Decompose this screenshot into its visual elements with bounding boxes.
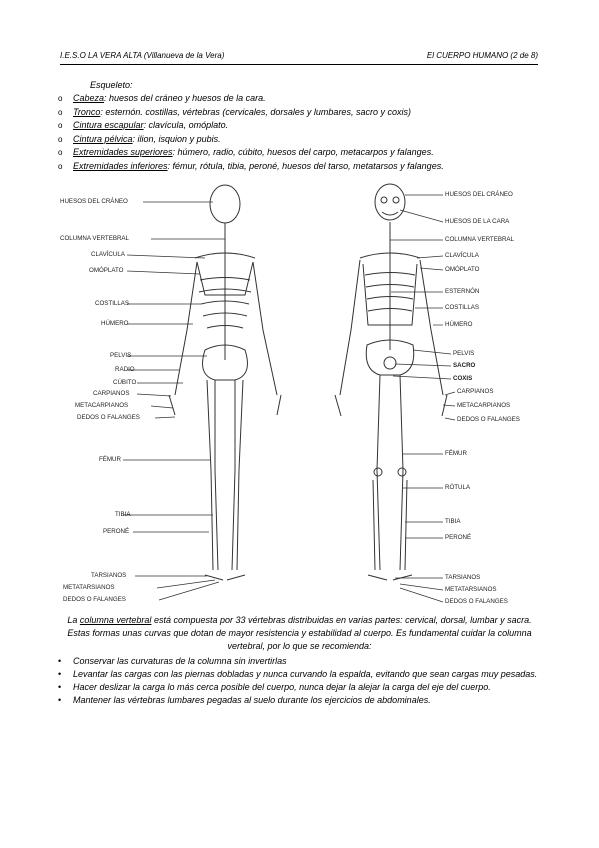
skeleton-front-view [335,184,447,580]
list-item [58,92,548,106]
label-craneo-back: HUESOS DEL CRÁNEO [60,198,128,205]
list-item: • Levantar las cargas con las piernas dobladas y nunca curvando la espalda, evitando que sean cargas muy pesadas. [58,668,538,681]
list-item [58,146,548,160]
label-metatarsianos-back: METATARSIANOS [63,584,115,591]
label-coxis-front: COXIS [453,375,473,382]
recommendation-list [58,655,538,707]
label-tarsianos-front: TARSIANOS [445,574,481,581]
label-humero-back: HÚMERO [101,320,129,327]
label-costillas-back: COSTILLAS [95,300,130,307]
bone-term: Cabeza [73,93,105,103]
label-columna-back: COLUMNA VERTEBRAL [60,235,129,242]
label-carpianos-back: CARPIANOS [93,390,130,397]
label-rotula-front: RÓTULA [445,484,471,491]
bone-term: Extremidades superiores [73,147,173,157]
bone-term: Cintura escapular [73,120,144,130]
label-tibia-front: TIBIA [445,518,461,525]
label-pelvis-back: PELVIS [110,352,132,359]
label-craneo-front: HUESOS DEL CRÁNEO [445,191,513,198]
skeleton-back-view [169,185,281,580]
label-tarsianos-back: TARSIANOS [91,572,127,579]
label-columna-front: COLUMNA VERTEBRAL [445,236,514,243]
list-item [58,160,548,174]
label-femur-back: FÉMUR [99,456,121,463]
label-omoplato-back: OMÓPLATO [89,267,124,274]
label-sacro-front: SACRO [453,362,476,369]
skeleton-figure [55,180,550,610]
list-item [58,133,548,147]
label-perone-front: PERONÉ [445,534,472,541]
list-item: • Hacer deslizar la carga lo más cerca posible del cuerpo, nunca dejar la alejar la carga del eje del cuerpo. [58,681,538,694]
bone-list [58,92,548,173]
bone-desc: : húmero, radio, cúbito, huesos del carpo, metacarpos y falanges. [172,147,434,157]
para-term: columna vertebral [79,615,152,625]
label-esternon-front: ESTERNÓN [445,288,480,295]
spine-paragraph [57,614,542,653]
label-tibia-back: TIBIA [115,511,131,518]
label-falanges-pie-back: DEDOS O FALANGES [63,596,126,603]
label-cubito-back: CÚBITO [113,379,137,386]
bone-term: Extremidades inferiores [73,160,168,171]
label-costillas-front: COSTILLAS [445,304,480,311]
page-header [60,48,538,65]
bone-desc: : clavícula, omóplato. [143,120,229,130]
school-name: I.E.S.O LA VERA ALTA (Villanueva de la Vera) [60,51,225,60]
label-perone-back: PERONÉ [103,528,130,535]
bone-desc: : esternón. costillas, vértebras (cervicales, dorsales y lumbares, sacro y coxis) [100,106,411,117]
label-metatarsianos-front: METATARSIANOS [445,586,497,593]
bone-term: Tronco [73,106,101,117]
label-pelvis-front: PELVIS [453,350,475,357]
label-radio-back: RADIO [115,366,135,373]
label-femur-front: FÉMUR [445,450,467,457]
label-carpianos-front: CARPIANOS [457,388,494,395]
label-cara-front: HUESOS DE LA CARA [445,218,510,225]
list-item [58,106,548,120]
page-subject: El CUERPO HUMANO (2 de 8) [426,51,538,60]
para-rest: está compuesta por 33 vértebras distribuidas en varias partes: cervical, dorsal, lumbar y sacra. Estas formas unas curvas que dotan de mayor resistencia y estabilidad al cuerpo. Es fundamental cuidar la columna vertebral, por lo que se recomienda: [67,615,532,651]
label-clavicula-back: CLAVÍCULA [91,251,125,258]
label-omoplato-front: OMÓPLATO [445,266,480,273]
label-falanges-mano-front: DEDOS O FALANGES [457,416,520,423]
list-item [58,119,548,133]
list-item: • Conservar las curvaturas de la columna sin invertirlas [58,655,538,668]
bone-desc: : fémur, rótula, tibia, peroné, huesos del tarso, metatarsos y falanges. [167,160,444,171]
label-falanges-pie-front: DEDOS O FALANGES [445,598,508,605]
bone-desc: : ilion, isquion y pubis. [132,133,221,144]
label-metacarpianos-front: METACARPIANOS [457,402,511,409]
para-lead: La [67,615,80,625]
label-humero-front: HÚMERO [445,321,473,328]
list-item: • Mantener las vértebras lumbares pegadas al suelo durante los ejercicios de abdominales. [58,694,538,707]
bone-desc: : huesos del cráneo y huesos de la cara. [104,93,266,103]
label-falanges-mano-back: DEDOS O FALANGES [77,414,140,421]
bone-term: Cintura pélvica [73,133,133,144]
label-metacarpianos-back: METACARPIANOS [75,402,129,409]
section-title: Esqueleto: [90,80,133,90]
label-clavicula-front: CLAVÍCULA [445,252,479,259]
